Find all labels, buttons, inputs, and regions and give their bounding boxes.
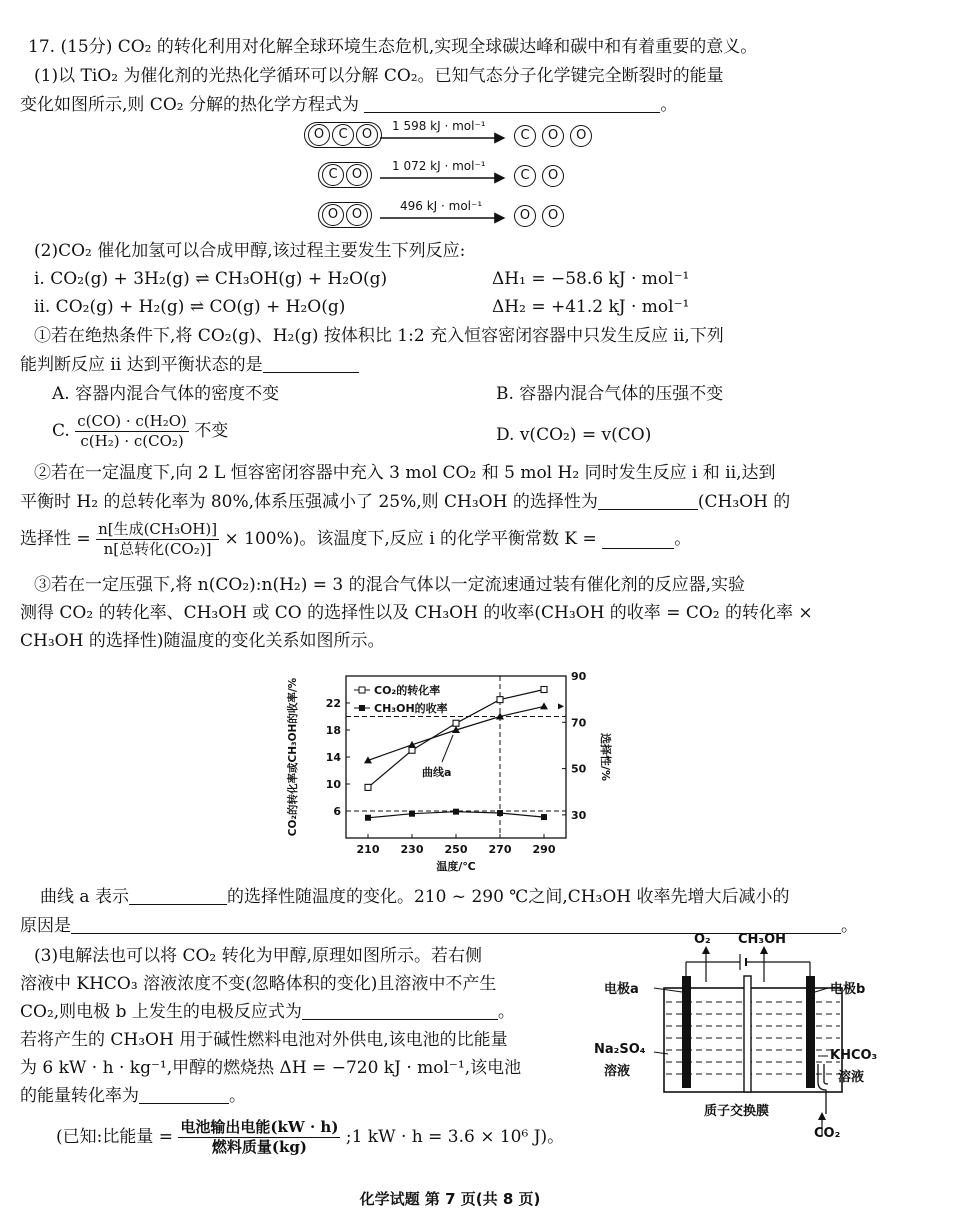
point-ch3oh-yield (365, 815, 371, 821)
selectivity-tail: × 100%)。该温度下,反应 ⅰ 的化学平衡常数 K = (224, 529, 597, 549)
part3-line4: 若将产生的 CH₃OH 用于碱性燃料电池对外供电,该电池的比能量 (20, 1030, 508, 1050)
reaction-1-equation: ⅰ. CO₂(g) + 3H₂(g) ⇌ CH₃OH(g) + H₂O(g) (34, 269, 388, 289)
y-left-tick-label: 14 (325, 751, 341, 764)
y-right-tick-label: 70 (571, 716, 587, 730)
efficiency-prompt: 的能量转化率为 (20, 1086, 139, 1106)
atom-c: C (322, 164, 344, 186)
question-header: 17. (15分) CO₂ 的转化利用对化解全球环境生态危机,实现全球碳达峰和碳中和有着重要的意义。 (28, 37, 758, 57)
part3-line1: (3)电解法也可以将 CO₂ 转化为甲醇,原理如图所示。若右侧 (34, 946, 483, 966)
atom-o: O (346, 204, 368, 226)
y-right-axis-label: 选择性/% (599, 732, 612, 782)
label-o2: O₂ (694, 932, 711, 947)
answer-blank-efficiency[interactable] (139, 1085, 229, 1104)
y-right-tick-label: 30 (571, 808, 587, 822)
selectivity-fraction (96, 520, 219, 559)
specific-energy-numerator: 电池输出电能(kW · h) (180, 1118, 339, 1136)
specific-energy-denominator: 燃料质量(kg) (211, 1138, 307, 1156)
subq2-line1: ②若在一定温度下,向 2 L 恒容密闭容器中充入 3 mol CO₂ 和 5 mol H₂ 同时发生反应 ⅰ 和 ⅱ,达到 (34, 463, 776, 483)
subq1-prompt: 能判断反应 ⅱ 达到平衡状态的是 (20, 355, 263, 375)
known-label: (已知:比能量 = (56, 1127, 174, 1147)
selectivity-denominator: n[总转化(CO₂)] (103, 540, 212, 558)
x-tick-label: 210 (356, 843, 380, 856)
atom-o: O (308, 124, 330, 146)
subq2-line2 (20, 489, 920, 515)
y-right-tick-label: 90 (571, 670, 587, 683)
reaction-2-enthalpy: ΔH₂ = +41.2 kJ · mol⁻¹ (492, 297, 690, 317)
answer-blank-equilibrium[interactable] (263, 354, 359, 373)
atom-o: O (346, 164, 368, 186)
atom-o: O (542, 205, 564, 227)
legend-marker-co2 (359, 687, 365, 693)
conversion-chart (280, 660, 610, 880)
electrolysis-cell-diagram (588, 932, 888, 1144)
co2-in-arrow (818, 1112, 826, 1120)
option-d: D. v(CO₂) = v(CO) (496, 425, 652, 445)
y-left-tick-label: 18 (325, 724, 341, 737)
part3-line5: 为 6 kW · h · kg⁻¹,甲醇的燃烧热 ΔH = −720 kJ · mol⁻¹,该电池 (20, 1058, 522, 1078)
label-electrode-b: 电极b (830, 982, 866, 997)
reason-label: 原因是 (20, 916, 71, 936)
subq3-answer-line1 (40, 884, 940, 910)
legend-marker-ch3oh (359, 705, 365, 711)
label-electrode-a: 电极a (604, 982, 639, 997)
page-footer: 化学试题 第 7 页(共 8 页) (359, 1190, 541, 1208)
x-tick-label: 270 (488, 843, 512, 856)
option-a: A. 容器内混合气体的密度不变 (52, 384, 280, 404)
atom-o: O (514, 205, 536, 227)
part3-line6: 的能量转化率为 。 (20, 1086, 246, 1106)
point-co2-conversion (497, 697, 503, 703)
yield-reason-prompt: 的选择性随温度的变化。210 ~ 290 ℃之间,CH₃OH 收率先增大后减小的 (226, 887, 790, 907)
atom-c: C (514, 165, 536, 187)
selectivity-numerator: n[生成(CH₃OH)] (98, 520, 218, 538)
label-membrane: 质子交换膜 (704, 1104, 770, 1119)
electrode-b-prompt: CO₂,则电极 b 上发生的电极反应式为 (20, 1002, 302, 1022)
part3-line3: CO₂,则电极 b 上发生的电极反应式为 。 (20, 1002, 515, 1022)
y-left-tick-label: 10 (325, 778, 341, 791)
point-ch3oh-yield (409, 811, 415, 817)
label-co2-in: CO₂ (814, 1126, 841, 1141)
curve-a-arrowhead (558, 703, 564, 709)
label-left-solution: 溶液 (604, 1064, 631, 1079)
x-tick-label: 250 (444, 843, 468, 856)
part3-line2: 溶液中 KHCO₃ 溶液浓度不变(忽略体积的变化)且溶液中不产生 (20, 974, 497, 994)
curve-a-prompt: 曲线 a 表示 (40, 887, 129, 907)
co2-inlet-tube (818, 1064, 826, 1114)
electrode-b (806, 976, 815, 1088)
electrode-a (682, 976, 691, 1088)
legend-label-ch3oh: CH₃OH的收率 (374, 702, 448, 715)
option-c-fraction (75, 412, 189, 451)
atom-o: O (570, 125, 592, 147)
option-c-denominator: c(H₂) · c(CO₂) (80, 432, 184, 450)
point-ch3oh-yield (497, 810, 503, 816)
y-left-tick-label: 6 (333, 805, 341, 818)
answer-blank-selectivity[interactable] (598, 491, 698, 510)
part2-intro: (2)CO₂ 催化加氢可以合成甲醇,该过程主要发生下列反应: (34, 241, 466, 261)
specific-energy-fraction (178, 1118, 340, 1157)
label-right-solution: 溶液 (838, 1070, 865, 1085)
y-left-axis-label: CO₂的转化率或CH₃OH的收率/% (287, 677, 299, 837)
energy-label-co: 1 072 kJ · mol⁻¹ (392, 159, 486, 173)
x-tick-label: 230 (400, 843, 424, 856)
y-right-tick-label: 50 (571, 762, 587, 776)
reaction-1 (34, 266, 934, 292)
x-tick-label: 290 (532, 843, 556, 856)
atom-o: O (322, 204, 344, 226)
selectivity-definition-label: 选择性 = (20, 529, 91, 549)
known-tail: ;1 kW · h = 3.6 × 10⁶ J)。 (345, 1127, 565, 1147)
legend-label-co2: CO₂的转化率 (374, 684, 441, 697)
part1-prompt: 变化如图所示,则 CO₂ 分解的热化学方程式为 (20, 95, 359, 115)
atom-o: O (542, 165, 564, 187)
label-khco3: KHCO₃ (830, 1048, 878, 1063)
label-na2so4: Na₂SO₄ (594, 1042, 646, 1057)
subq1-line1: ①若在绝热条件下,将 CO₂(g)、H₂(g) 按体积比 1:2 充入恒容密闭容器中只发生反应 ⅱ,下列 (34, 326, 724, 346)
atom-c: C (514, 125, 536, 147)
option-b: B. 容器内混合气体的压强不变 (496, 384, 724, 404)
curve-a-pointer (442, 735, 453, 762)
reaction-2-equation: ⅱ. CO₂(g) + H₂(g) ⇌ CO(g) + H₂O(g) (34, 297, 346, 317)
x-axis-label: 温度/℃ (436, 860, 476, 873)
answer-blank-electrode[interactable] (302, 1001, 498, 1020)
proton-exchange-membrane (744, 976, 751, 1092)
reaction-2 (34, 294, 934, 320)
point-co2-conversion (365, 784, 371, 790)
point-co2-conversion (453, 720, 459, 726)
atom-o: O (542, 125, 564, 147)
atom-o: O (356, 124, 378, 146)
subq3-line3: CH₃OH 的选择性)随温度的变化关系如图所示。 (20, 631, 385, 651)
option-c-numerator: c(CO) · c(H₂O) (77, 412, 187, 430)
part1-line1: (1)以 TiO₂ 为催化剂的光热化学循环可以分解 CO₂。已知气态分子化学键完全断裂时的能量 (34, 66, 724, 86)
option-c (52, 412, 228, 451)
atom-c: C (332, 124, 354, 146)
subq1-line2 (20, 352, 920, 378)
subq3-answer-line2: 原因是 。 (20, 916, 858, 936)
point-ch3oh-yield (453, 809, 459, 815)
y-left-tick-label: 22 (325, 697, 341, 710)
curve-a-label: 曲线a (422, 766, 452, 779)
answer-blank-k[interactable] (602, 530, 674, 549)
energy-label-o2: 496 kJ · mol⁻¹ (400, 199, 483, 213)
label-ch3oh: CH₃OH (738, 932, 787, 947)
energy-label-co2: 1 598 kJ · mol⁻¹ (392, 119, 486, 133)
option-c-tail: 不变 (194, 421, 229, 441)
point-ch3oh-yield (541, 814, 547, 820)
chart-legend (354, 683, 448, 715)
part1-line2: 变化如图所示,则 CO₂ 分解的热化学方程式为 。 (20, 95, 678, 115)
answer-blank-curve-a[interactable] (129, 886, 227, 905)
option-c-label: C. (52, 421, 70, 441)
point-co2-conversion (541, 687, 547, 693)
subq2-prompt: 平衡时 H₂ 的总转化率为 80%,体系压强减小了 25%,则 CH₃OH 的选择性为 (20, 492, 598, 512)
point-co2-conversion (409, 747, 415, 753)
subq3-line1: ③若在一定压强下,将 n(CO₂):n(H₂) = 3 的混合气体以一定流速通过装有催化剂的反应器,实验 (34, 575, 746, 595)
subq3-line2: 测得 CO₂ 的转化率、CH₃OH 或 CO 的选择性以及 CH₃OH 的收率(CH₃OH 的收率 = CO₂ 的转化率 × (20, 603, 813, 623)
point-curve-a (540, 702, 548, 709)
reaction-1-enthalpy: ΔH₁ = −58.6 kJ · mol⁻¹ (492, 269, 690, 289)
subq2-paren: (CH₃OH 的 (697, 492, 791, 512)
subq2-line3: 选择性 = $\frac{\text{n[生成(CH₃OH)]}}{\text{n[总转化(CO₂)]}}$ × 100%)。该温度下,反应 ⅰ 的化学平衡常数 K = 。 (20, 520, 692, 558)
